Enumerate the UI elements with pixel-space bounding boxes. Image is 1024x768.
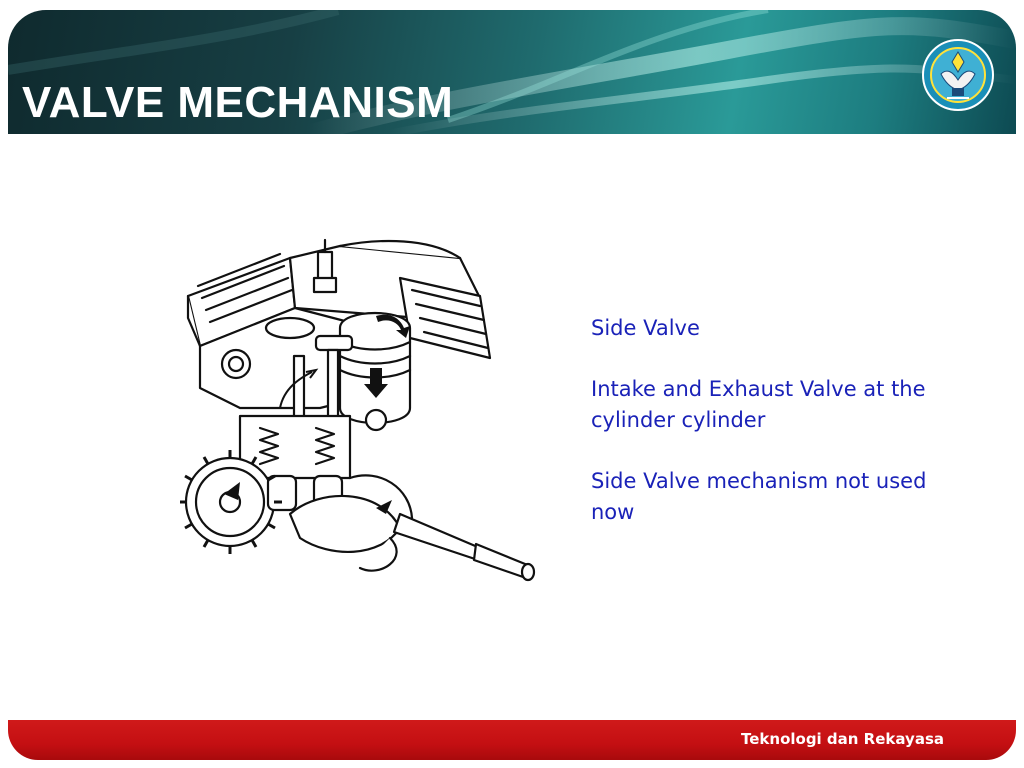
slide-footer (8, 720, 1016, 760)
bullet-side-valve: Side Valve (591, 316, 700, 340)
side-valve-engine-illustration (180, 238, 545, 588)
bullet-not-used: Side Valve mechanism not used now (591, 469, 927, 524)
bullet-intake-exhaust: Intake and Exhaust Valve at the cylinder cylinder (591, 377, 926, 432)
slide-title: VALVE MECHANISM (22, 78, 454, 127)
body-text-block (591, 313, 971, 558)
ministry-emblem-icon (921, 38, 995, 112)
footer-label: Teknologi dan Rekayasa (741, 730, 944, 748)
slide-header (8, 10, 1016, 134)
